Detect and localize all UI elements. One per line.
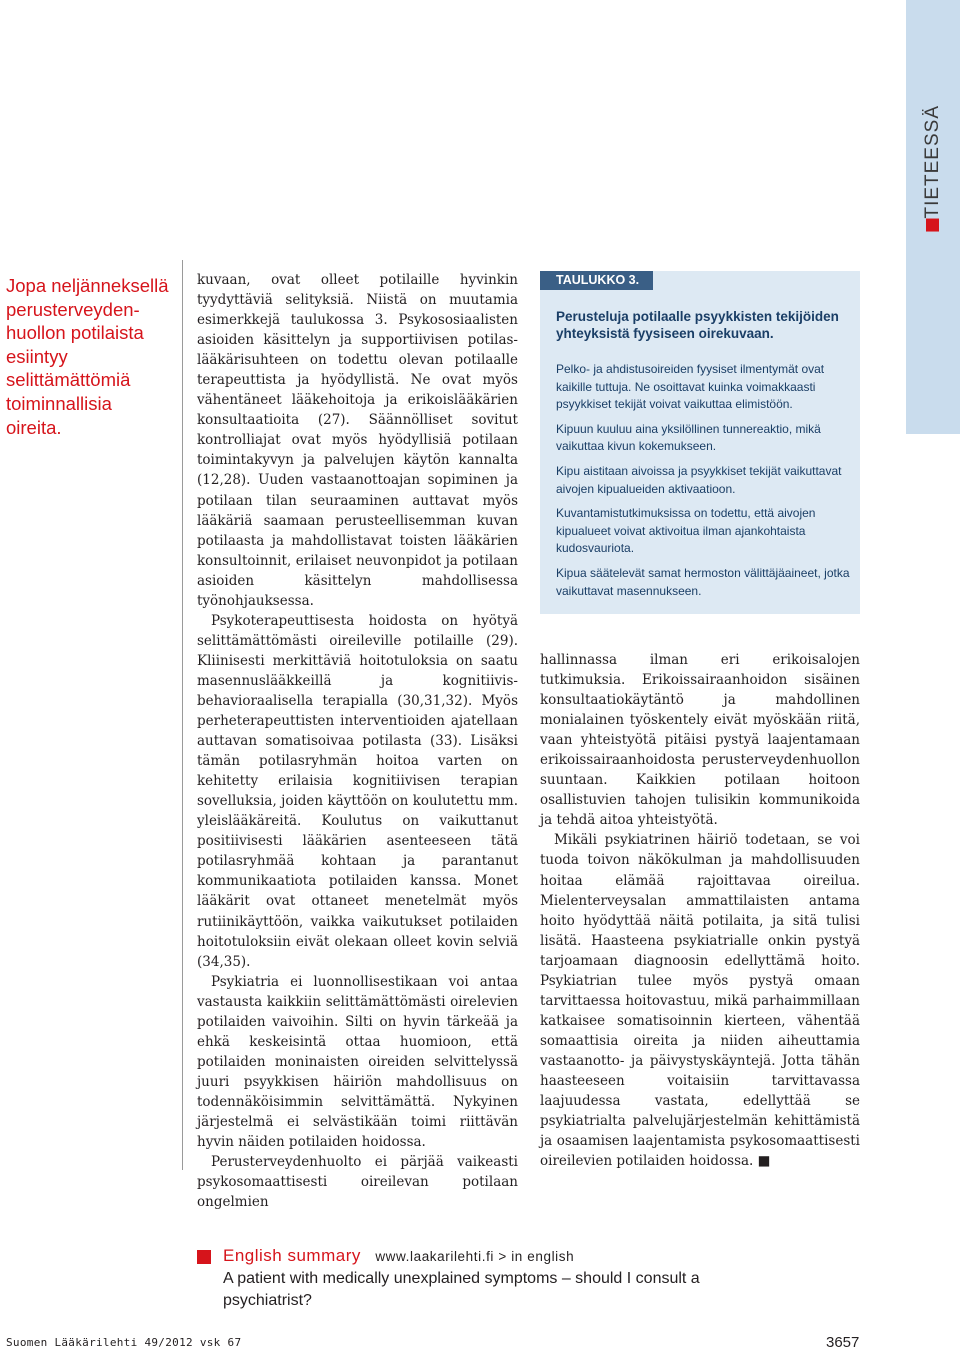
paragraph: Psykiatria ei luonnollisestikaan voi antaa vastausta kaikkiin selittämättömästi oirelevien potilaiden vaivoihin. Silti on hyvin tärkeää ja ehkä keskeisintä ottaa huomioon, että potilaiden moninaisten oireiden selvittelyssä juuri psyykkisen häiriön mahdollisuus on todennäköisimmin selvittämättä. Nykyinen järjestelmä ei selvästikään toimi riittävän hyvin näiden potilaiden hoidossa. [197, 973, 518, 1151]
section-marker-square [927, 219, 940, 232]
paragraph: hallinnassa ilman eri erikoisalojen tutkimuksia. Erikoissairaanhoidon sisäinen konsultaatiokäytäntö ja mahdollinen monialainen työskentely eivät myöskään riitä, vaan yhteistyötä pitäisi pystyä laajentamaan erikoissairaanhoidosta perusterveydenhuollon suuntaan. Kaikkien potilaan hoitoon osallistuvien tahojen tulisikin kommunikoida ja tehdä aitoa yhteistyötä. [540, 652, 860, 829]
table-item: Kipu aistitaan aivoissa ja psyykkiset tekijät vaikuttavat aivojen kipualueiden aktivaatioon. [556, 463, 842, 496]
summary-link[interactable]: www.laakarilehti.fi > in english [375, 1249, 575, 1264]
article-column-right [540, 650, 860, 1171]
paragraph: kuvaan, ovat olleet potilaille hyvinkin tyydyttäviä selityksiä. Niistä on muutamia esimerkkejä taulukossa 3. Psykososiaalisten asioiden käsittelyn ja supportiivisen potilas-lääkärisuhteen on todettu olevan potilaalle terapeuttista ja hyödyllistä. Ne ovat myös vähentäneet lääkehoitoja ja erikoislääkärien konsultaatioita (27). Säännölliset sovitut kontrolliajat ovat myös hyödyllisiä potilaan toimintakyvyn ja palvelujen käytön kannalta (12,28). Uuden vastaanottoajan sopiminen ja potilaan tilan seuraaminen auttavat myös lääkäriä saamaan perusteellisemman kuvan potilaasta ja mahdollistavat toisten lääkärien konsultoinnit, erilaiset neuvonpidot ja potilaan asioiden käsittelyn mahdollisessa työnohjauksessa. [197, 272, 518, 609]
end-marker-icon: ■ [757, 1153, 771, 1170]
table-item-list [556, 361, 852, 607]
section-tab [906, 0, 960, 240]
table-title: Perusteluja potilaalle psyykkisten tekijöiden yhteyksistä fyysiseen oirekuvaan. [556, 309, 839, 341]
column-divider [182, 260, 183, 1170]
table-item: Kipua säätelevät samat hermoston välittäjäaineet, jotka vaikuttavat masennukseen. [556, 565, 850, 598]
table-item: Pelko- ja ahdistusoireiden fyysiset ilmentymät ovat kaikille tuttuja. Ne osoittavat kuinka voimakkaasti psyykkiset tekijät voivat vaikuttaa elimistöön. [556, 362, 825, 412]
paragraph: Perusterveydenhuolto ei pärjää vaikeasti psykosomaattisesti oireilevan potilaan ongelmien [197, 1154, 518, 1211]
page-number: 3657 [826, 1334, 860, 1351]
paragraph: Psykoterapeuttisesta hoidosta on hyötyä selittämättömästi oireileville potilaille (29). Kliinisesti merkittäviä hoitotuloksia on saatu masennuslääkkeillä ja kognitiivis-behavioraalisella terapialla (30,31,32). Myös perheterapeuttisten interventioiden ajatellaan auttavan somatisoivaa potilasta (33). Lisäksi tämän potilasryhmän hoitoa varten on kehitetty erilaisia kognitiivisen terapian sovelluksia, joiden käyttöön on koulutettu mm. yleislääkäreitä. Koulutus on vaikuttanut positiivisesti lääkärien asenteeseen tätä potilasryhmää kohtaan ja parantanut kommunikaatiota potilaiden kanssa. Monet lääkärit ovat ottaneet menetelmät myös rutiinikäyttöön, vaikka vaikutukset potilaiden hoitotuloksiin eivät olekaan olleet kovin selviä (34,35). [197, 612, 518, 970]
section-tab-label: TIETEESSÄ [922, 105, 943, 219]
article-column-middle [197, 270, 518, 1212]
table-item: Kuvantamistutkimuksissa on todettu, että aivojen kipualueet voivat aktivoitua ilman ajankohtaista kudosvauriota. [556, 506, 816, 556]
summary-marker-square [197, 1250, 211, 1264]
table-item: Kipuun kuuluu aina yksilöllinen tunnereaktio, mikä vaikuttaa kivun kokemukseen. [556, 421, 821, 454]
paragraph-text: Mikäli psykiatrinen häiriö todetaan, se voi tuoda toivon näkökulman ja mahdollisuuden hoitaa elämää rajoittavaa oireilua. Mielenterveysalan ammattilaisten antama hoito hyödyttää näitä potilaita, ja sitä tulisi lisätä. Haasteena psykiatrialle onkin pystyä tarjoamaan diagnoosin edellyttämä hoito. Psykiatrian tulee myös pystyä omaan tarvittaessa hoitovastuu, mikä parhaimmillaan katkaisee somatisoinnin kierteen, vähentää somaattisia oireita ja niiden aiheuttamia vastaanotto- ja päivystyskäyntejä. Jotta tähän haasteeseen voitaisiin tarvittavassa laajuudessa vastata, edellyttää se psykiatrialta palvelujärjestelmän kehittämistä ja osaamisen laajentamista psykosomaattisesti oireilevien potilaiden hoidossa. [540, 832, 860, 1170]
summary-label: English summary [223, 1246, 361, 1265]
pull-quote: Jopa neljänneksellä perusterveyden-huollon potilaista esiintyy selittämättömiä toiminnallisia oireita. [6, 275, 169, 438]
table-label: TAULUKKO 3. [540, 271, 653, 290]
publication-info: Suomen Lääkärilehti 49/2012 vsk 67 [6, 1336, 242, 1349]
summary-headline: A patient with medically unexplained symptoms – should I consult a psychiatrist? [223, 1270, 700, 1309]
table-box [540, 271, 860, 614]
paragraph-last [540, 830, 860, 1171]
